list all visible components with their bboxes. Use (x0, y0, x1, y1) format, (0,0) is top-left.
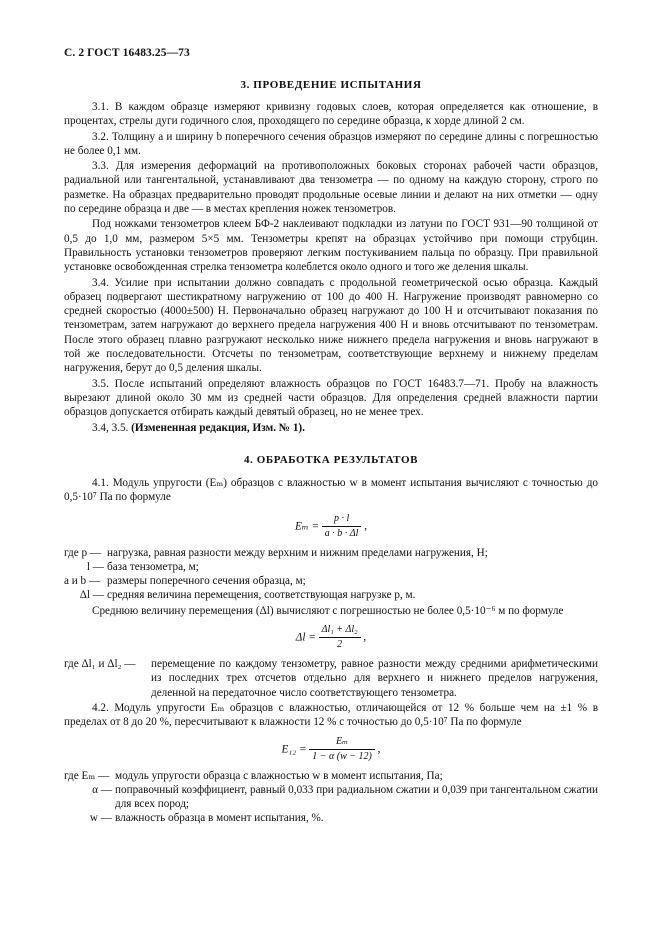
definition-dl-label: Δl — (79, 589, 104, 602)
formula-displacement-numerator: Δl₁ + Δl₂ (319, 624, 361, 638)
paragraph-3-3: 3.3. Для измерения деформаций на противоположных боковых сторонах рабочей части образцов, радиальной или тангентальной, устанавливают два тензометра — по одному на каждую сторону, строго по разметке. На образцах предварительно проводят продольные осевые линии и делают на них отметки — одну по середине образца и две — в местах крепления ножек тензометров. (64, 160, 598, 216)
formula-modulus-numerator: p · l (322, 513, 362, 527)
definition-dl1-dl2-text: перемещение по каждому тензометру, равное разности между средними арифметическими из последних трех отсчетов отдельно для верхнего и нижнего пределов нагружения, деленной на передаточное число соответствующего тензометра. (151, 658, 598, 699)
definition-w-label: w — (89, 812, 112, 825)
section-3-body (64, 100, 598, 435)
definition-p (64, 546, 598, 560)
definition-w (64, 811, 598, 825)
formula-corrected-modulus-tail: , (374, 742, 381, 755)
definition-alpha-text: поправочный коэффициент, равный 0,033 при радиальном сжатии и 0,039 при тангентальном сжатии для всех пород; (115, 783, 598, 811)
paragraph-4-1-average: Среднюю величину перемещения (Δl) вычисляют с погрешностью не более 0,5·10⁻⁶ м по формуле (92, 604, 564, 617)
definition-em-label: где Eₘ — (64, 769, 110, 782)
paragraph-3-3-continued: Под ножками тензометров клеем БФ-2 наклеивают подкладки из латуни по ГОСТ 931—90 толщиной от 0,5 до 1,0 мм, размером 5×5 мм. Тензометры крепят на образцах устойчиво при помощи струбцин. Правильность установки тензометров проверяют легким постукиванием пальца по образцу. При правильной установке освобожденная стрелка тензометра колеблется около одного и того же деления шкалы. (64, 218, 598, 274)
formula-displacement-fraction (319, 624, 361, 651)
definition-em (64, 769, 598, 783)
amendment-note-text: (Измененная редакция, Изм. № 1). (131, 421, 305, 434)
definition-em-text: модуль упругости образца с влажностью w в момент испытания, Па; (115, 769, 443, 782)
definition-l (64, 560, 598, 574)
formula-modulus-lhs: Eₘ = (294, 519, 319, 532)
amendment-note-prefix: 3.4, 3.5. (92, 421, 132, 434)
section-4-body (64, 476, 598, 826)
definition-l-text: база тензометра, м; (107, 560, 199, 573)
formula-modulus-tail: , (361, 519, 368, 532)
paragraph-3-2: 3.2. Толщину a и ширину b поперечного сечения образцов измеряют по середине длины с погрешностью не более 0,1 мм. (64, 130, 598, 157)
definition-ab-label: a и b — (64, 575, 101, 588)
formula-corrected-modulus (64, 736, 598, 763)
formula-displacement (64, 624, 598, 651)
definitions-list-3 (64, 769, 598, 826)
formula-displacement-tail: , (360, 631, 367, 644)
definition-dl1-dl2-label: где Δl₁ и Δl₂ — (64, 658, 136, 671)
formula-modulus (64, 513, 598, 540)
formula-corrected-modulus-denominator: 1 − α (w − 12) (312, 750, 372, 762)
definition-l-label: l — (86, 560, 104, 573)
definition-p-text: нагрузка, равная разности между верхним и нижним пределами нагружения, Н; (107, 546, 488, 559)
definition-ab (64, 574, 598, 588)
section-4-title: 4. ОБРАБОТКА РЕЗУЛЬТАТОВ (243, 454, 419, 466)
section-3-title: 3. ПРОВЕДЕНИЕ ИСПЫТАНИЯ (240, 79, 422, 91)
page-header: С. 2 ГОСТ 16483.25—73 (64, 47, 190, 59)
definition-dl1-dl2 (64, 657, 598, 700)
paragraph-3-4: 3.4. Усилие при испытании должно совпадать с продольной геометрической осью образца. Каждый образец подвергают шестикратному нагружению от 100 до 400 Н. Нагружение производят равномерно со средней скоростью (4000±500) Н. Первоначально образец нагружают до 100 Н и отсчитывают показания по тензометрам, затем нагружают до верхнего предела нагружения 400 Н и вновь отсчитывают по тензометрам. После этого образец плавно разгружают несколько ниже нижнего предела нагружения и вновь нагружают в той же последовательности. Отсчеты по тензометрам, соответствующие верхнему и нижнему пределам нагружения, берут до 0,5 деления шкалы. (64, 276, 598, 375)
formula-corrected-modulus-lhs: E₁₂ = (281, 742, 307, 755)
amendment-note (64, 421, 598, 435)
paragraph-3-1: 3.1. В каждом образце измеряют кривизну годовых слоев, которая определяется как отношение, в процентах, стрелы дуги годичного слоя, проходящего по середине образца, к хорде длиной 2 см. (64, 101, 598, 128)
definitions-list-1 (64, 546, 598, 603)
paragraph-4-1: 4.1. Модуль упругости (Eₘ) образцов с влажностью w в момент испытания вычисляют с точностью до 0,5·10⁷ Па по формуле (64, 477, 598, 504)
definition-p-label: где p — (64, 546, 102, 559)
definition-alpha-label: α — (92, 783, 112, 796)
formula-displacement-denominator: 2 (337, 639, 343, 651)
formula-modulus-fraction (322, 513, 362, 540)
definition-ab-text: размеры поперечного сечения образца, м; (107, 575, 306, 588)
definition-dl (64, 588, 598, 602)
definition-w-text: влажность образца в момент испытания, %. (115, 812, 324, 825)
formula-corrected-modulus-numerator: Eₘ (309, 736, 375, 750)
definition-alpha (64, 783, 598, 812)
formula-corrected-modulus-fraction (309, 736, 375, 763)
paragraph-4-2: 4.2. Модуль упругости Eₘ образцов с влажностью, отличающейся от 12 % больше чем на ±1 % в пределах от 8 до 20 %, пересчитывают к влажности 12 % с точностью до 0,5·10⁷ Па по формуле (64, 701, 598, 729)
formula-modulus-denominator: a · b · Δl (324, 527, 359, 539)
paragraph-3-5: 3.5. После испытаний определяют влажность образцов по ГОСТ 16483.7—71. Пробу на влажность вырезают длиной около 30 мм из средней части образцов. Для определения средней влажности партии образцов допускается отбирать каждый девятый образец, но не менее трех. (64, 377, 598, 419)
formula-displacement-lhs: Δl = (295, 631, 316, 644)
definition-dl-text: средняя величина перемещения, соответствующая нагрузке p, м. (107, 589, 416, 602)
